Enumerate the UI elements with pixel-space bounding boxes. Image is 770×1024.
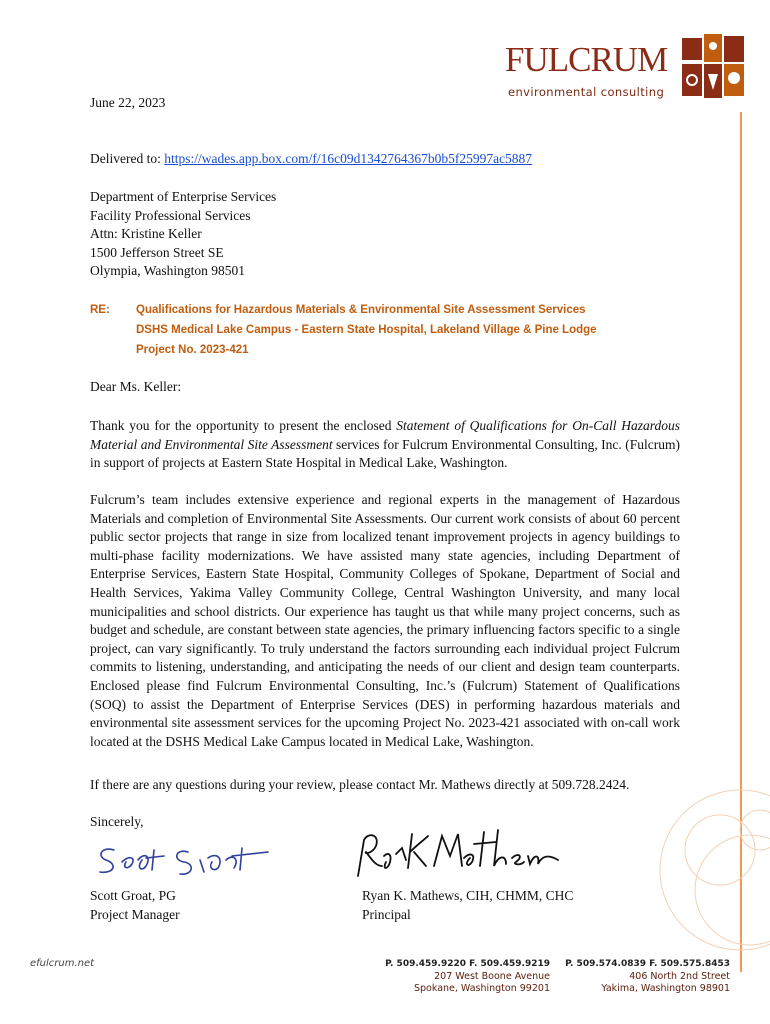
- yakima-phone: P. 509.574.0839 F. 509.575.8453: [565, 959, 730, 969]
- footer-website[interactable]: efulcrum.net: [30, 958, 95, 969]
- spokane-phone: P. 509.459.9220 F. 509.459.9219: [385, 959, 550, 969]
- address-line: Department of Enterprise Services: [90, 189, 277, 204]
- paragraph-intro: [90, 417, 680, 473]
- signer-title: Principal: [362, 906, 411, 922]
- subject-line: Project No. 2023-421: [136, 344, 249, 356]
- address-line: Olympia, Washington 98501: [90, 263, 246, 279]
- company-logo: [505, 34, 745, 102]
- closing: Sincerely,: [90, 814, 144, 829]
- footer-yakima-office: [560, 958, 730, 996]
- signature-ryan-icon: [352, 826, 562, 884]
- signer-scott: [90, 887, 180, 924]
- yakima-street: 406 North 2nd Street: [629, 970, 730, 982]
- para1-italic: Statement of Qualifications for On-Call Hazardous Material and Environmental Site Assessment: [90, 418, 680, 452]
- paragraph-body: Fulcrum’s team includes extensive experience and regional experts in the management of Hazardous Materials and completion of Environmental Site Assessments. Our current work consists of about 60 percent public sector projects that range in size from localized tenant improvement projects in agency buildings to multi-phase facility modernizations. We have assisted many state agencies, including Department of Enterprise Services, Eastern State Hospital, Community Colleges of Spokane, Department of Social and Health Services, Yakima Valley Community College, Central Washington University, and many local municipalities and school districts. Our experience has taught us that while many project concerns, such as budget and schedule, are constant between state agencies, the primary influencing factors specific to a single project, can vary significantly. To truly understand the factors surrounding each individual project Fulcrum commits to listening, understanding, and anticipating the needs of our client and design team counterparts. Enclosed please find Fulcrum Environmental Consulting, Inc.’s (Fulcrum) Statement of Qualifications (SOQ) to assist the Department of Enterprise Services (DES) in performing hazardous materials and environmental site assessment services for the upcoming Project No. 2023-421 associated with on-call work located at the DSHS Medical Lake Campus located in Medical Lake, Washington.: [90, 492, 680, 749]
- subject-label: RE:: [90, 304, 110, 316]
- signer-name: Ryan K. Mathews, CIH, CHMM, CHC: [362, 888, 574, 903]
- recipient-address: [90, 188, 680, 281]
- para1-text: Thank you for the opportunity to present the enclosed: [90, 418, 397, 433]
- logo-subtitle: environmental consulting: [508, 85, 665, 99]
- address-line: Facility Professional Services: [90, 207, 251, 223]
- subject-line: Qualifications for Hazardous Materials & Environmental Site Assessment Services: [136, 304, 586, 316]
- delivered-to: [90, 150, 680, 169]
- signer-name: Scott Groat, PG: [90, 888, 176, 903]
- salutation: Dear Ms. Keller:: [90, 379, 182, 394]
- subject-line: DSHS Medical Lake Campus - Eastern State Hospital, Lakeland Village & Pine Lodge: [136, 324, 597, 336]
- signature-scott-icon: [92, 838, 282, 882]
- footer-spokane-office: [380, 958, 550, 996]
- paragraph-contact: If there are any questions during your review, please contact Mr. Mathews directly at 509.728.2424.: [90, 777, 630, 792]
- para1-text-end: services for Fulcrum Environmental Consulting, Inc. (Fulcrum) in support of projects at Eastern State Hospital in Medical Lake, Washington.: [90, 436, 680, 471]
- spokane-city: Spokane, Washington 99201: [413, 983, 550, 994]
- signer-ryan: [362, 887, 573, 924]
- spokane-street: 207 West Boone Avenue: [434, 970, 550, 982]
- signer-title: Project Manager: [90, 906, 180, 922]
- decorative-circles-icon: [600, 770, 770, 970]
- letter-date: June 22, 2023: [90, 95, 166, 110]
- logo-wordmark: FULCRUM: [505, 40, 668, 79]
- yakima-city: Yakima, Washington 98901: [601, 983, 730, 994]
- address-line: 1500 Jefferson Street SE: [90, 244, 224, 260]
- delivered-label: Delivered to:: [90, 151, 161, 166]
- delivered-link[interactable]: https://wades.app.box.com/f/16c09d1342764367b0b5f25997ac5887: [164, 151, 533, 166]
- logo-mark-icon: [682, 34, 744, 98]
- address-line: Attn: Kristine Keller: [90, 226, 202, 242]
